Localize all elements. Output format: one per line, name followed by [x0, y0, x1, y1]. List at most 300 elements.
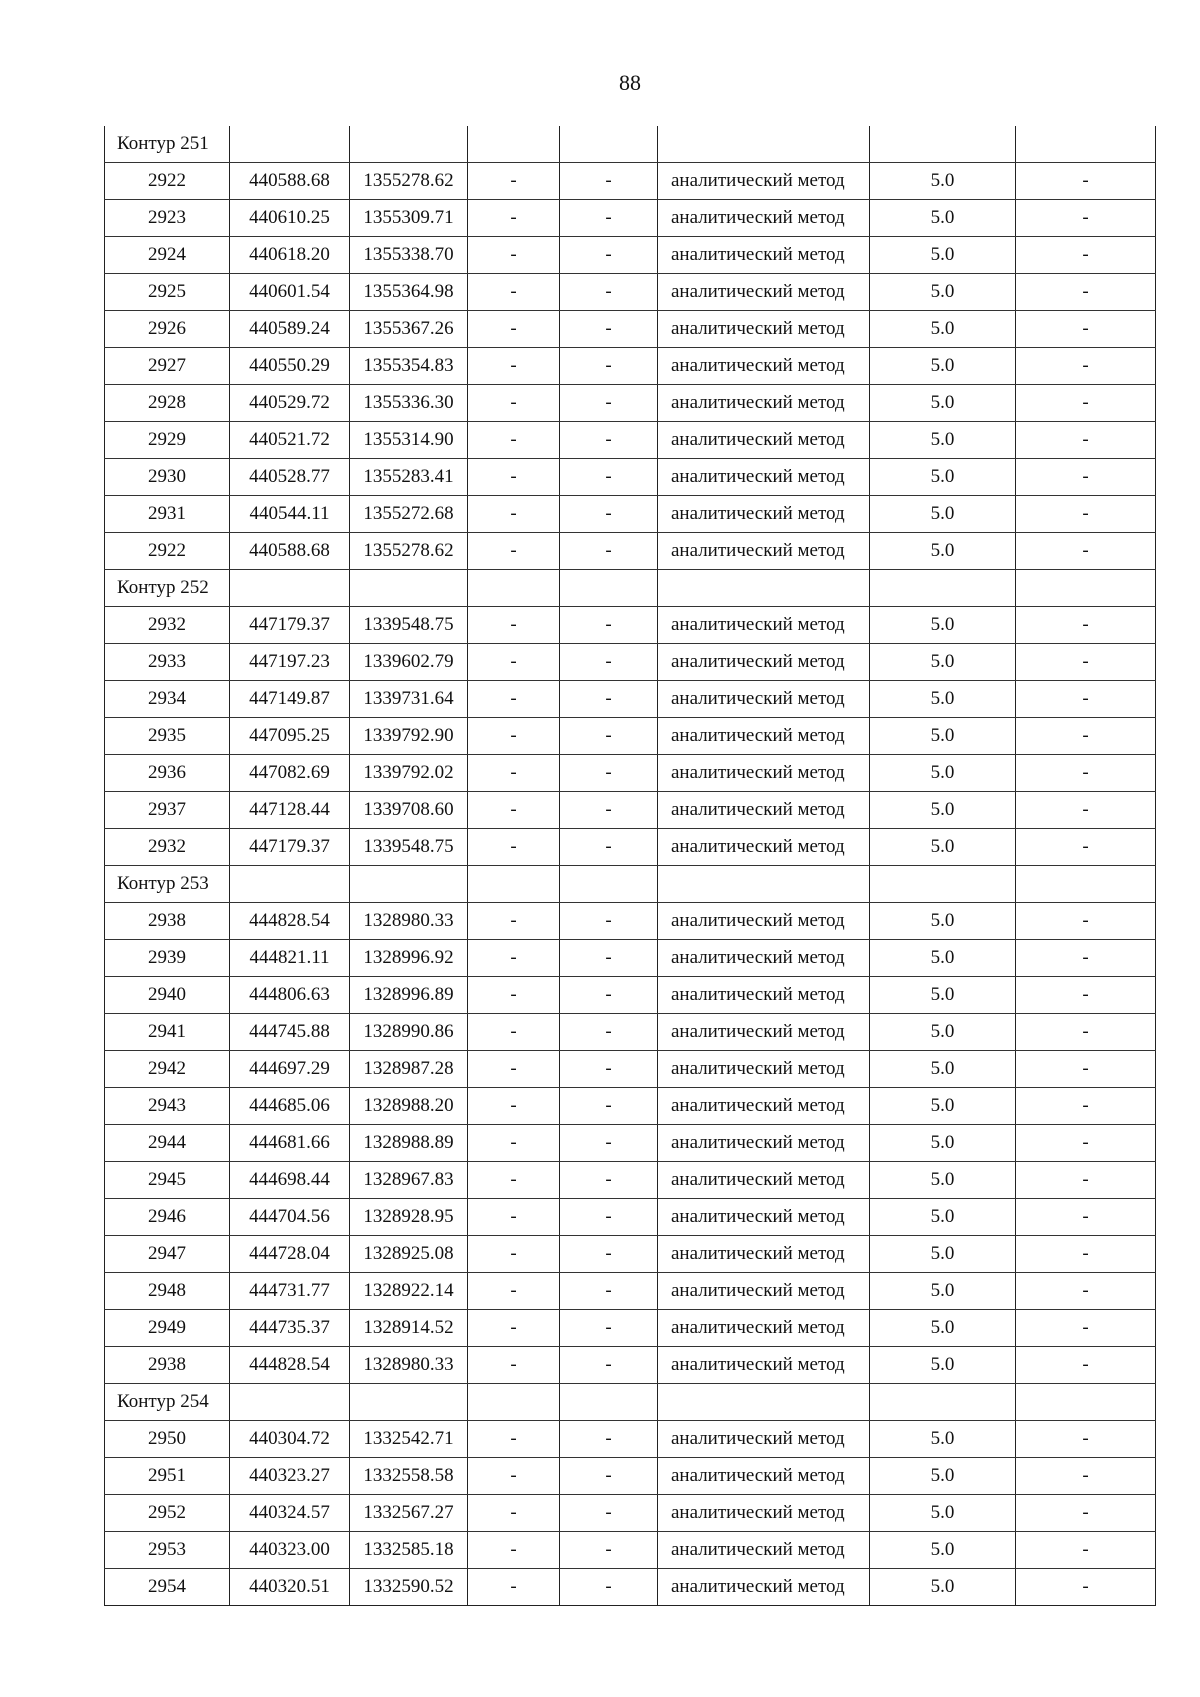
description-cell: -	[1016, 385, 1156, 422]
x-coordinate-cell: 440588.68	[230, 163, 350, 200]
point-number-cell: 2939	[105, 940, 230, 977]
table-row	[105, 200, 1156, 237]
dash-cell-a: -	[468, 1236, 560, 1273]
y-coordinate-cell: 1355336.30	[350, 385, 468, 422]
x-coordinate-cell: 447179.37	[230, 829, 350, 866]
dash-cell-a: -	[468, 977, 560, 1014]
method-cell: аналитический метод	[658, 1458, 870, 1495]
dash-cell-b: -	[560, 755, 658, 792]
point-number-cell: 2938	[105, 903, 230, 940]
description-cell: -	[1016, 1236, 1156, 1273]
description-cell: -	[1016, 1088, 1156, 1125]
dash-cell-a: -	[468, 1199, 560, 1236]
dash-cell-a: -	[468, 755, 560, 792]
x-coordinate-cell: 444828.54	[230, 903, 350, 940]
table-row	[105, 829, 1156, 866]
accuracy-cell: 5.0	[870, 1347, 1016, 1384]
point-number-cell: 2950	[105, 1421, 230, 1458]
dash-cell-b: -	[560, 903, 658, 940]
description-cell: -	[1016, 163, 1156, 200]
dash-cell-b: -	[560, 496, 658, 533]
x-coordinate-cell: 444728.04	[230, 1236, 350, 1273]
dash-cell-b: -	[560, 681, 658, 718]
x-coordinate-cell: 444735.37	[230, 1310, 350, 1347]
x-coordinate-cell: 440320.51	[230, 1569, 350, 1606]
point-number-cell: 2933	[105, 644, 230, 681]
table-row	[105, 940, 1156, 977]
method-cell: аналитический метод	[658, 1014, 870, 1051]
y-coordinate-cell: 1328967.83	[350, 1162, 468, 1199]
dash-cell-b: -	[560, 1051, 658, 1088]
page-number: 88	[619, 70, 641, 95]
dash-cell-a: -	[468, 163, 560, 200]
empty-cell	[1016, 866, 1156, 903]
table-row	[105, 977, 1156, 1014]
empty-cell	[350, 570, 468, 607]
accuracy-cell: 5.0	[870, 940, 1016, 977]
description-cell: -	[1016, 940, 1156, 977]
accuracy-cell: 5.0	[870, 1310, 1016, 1347]
contour-header-row	[105, 570, 1156, 607]
empty-cell	[350, 866, 468, 903]
method-cell: аналитический метод	[658, 348, 870, 385]
point-number-cell: 2954	[105, 1569, 230, 1606]
dash-cell-a: -	[468, 903, 560, 940]
dash-cell-b: -	[560, 1495, 658, 1532]
y-coordinate-cell: 1339548.75	[350, 607, 468, 644]
table-row	[105, 1569, 1156, 1606]
dash-cell-a: -	[468, 1532, 560, 1569]
y-coordinate-cell: 1332542.71	[350, 1421, 468, 1458]
table-row	[105, 311, 1156, 348]
description-cell: -	[1016, 1347, 1156, 1384]
x-coordinate-cell: 447082.69	[230, 755, 350, 792]
method-cell: аналитический метод	[658, 1236, 870, 1273]
point-number-cell: 2924	[105, 237, 230, 274]
dash-cell-b: -	[560, 1421, 658, 1458]
y-coordinate-cell: 1328987.28	[350, 1051, 468, 1088]
point-number-cell: 2930	[105, 459, 230, 496]
point-number-cell: 2938	[105, 1347, 230, 1384]
y-coordinate-cell: 1355367.26	[350, 311, 468, 348]
dash-cell-b: -	[560, 1236, 658, 1273]
empty-cell	[560, 1384, 658, 1421]
accuracy-cell: 5.0	[870, 1421, 1016, 1458]
table-row	[105, 1014, 1156, 1051]
method-cell: аналитический метод	[658, 1162, 870, 1199]
contour-label: Контур 252	[105, 570, 230, 607]
point-number-cell: 2935	[105, 718, 230, 755]
x-coordinate-cell: 440544.11	[230, 496, 350, 533]
empty-cell	[658, 126, 870, 163]
table-row	[105, 1162, 1156, 1199]
description-cell: -	[1016, 348, 1156, 385]
x-coordinate-cell: 444697.29	[230, 1051, 350, 1088]
table-row	[105, 348, 1156, 385]
empty-cell	[230, 570, 350, 607]
point-number-cell: 2928	[105, 385, 230, 422]
accuracy-cell: 5.0	[870, 829, 1016, 866]
accuracy-cell: 5.0	[870, 755, 1016, 792]
dash-cell-b: -	[560, 792, 658, 829]
accuracy-cell: 5.0	[870, 1458, 1016, 1495]
dash-cell-a: -	[468, 533, 560, 570]
dash-cell-a: -	[468, 274, 560, 311]
y-coordinate-cell: 1332590.52	[350, 1569, 468, 1606]
point-number-cell: 2929	[105, 422, 230, 459]
dash-cell-a: -	[468, 718, 560, 755]
y-coordinate-cell: 1332558.58	[350, 1458, 468, 1495]
accuracy-cell: 5.0	[870, 163, 1016, 200]
table-row	[105, 385, 1156, 422]
table-row	[105, 163, 1156, 200]
empty-cell	[1016, 570, 1156, 607]
dash-cell-b: -	[560, 1273, 658, 1310]
table-row	[105, 644, 1156, 681]
method-cell: аналитический метод	[658, 311, 870, 348]
dash-cell-b: -	[560, 348, 658, 385]
table-row	[105, 274, 1156, 311]
empty-cell	[230, 1384, 350, 1421]
dash-cell-a: -	[468, 1569, 560, 1606]
y-coordinate-cell: 1328928.95	[350, 1199, 468, 1236]
point-number-cell: 2948	[105, 1273, 230, 1310]
y-coordinate-cell: 1355278.62	[350, 533, 468, 570]
y-coordinate-cell: 1328996.92	[350, 940, 468, 977]
accuracy-cell: 5.0	[870, 237, 1016, 274]
y-coordinate-cell: 1339708.60	[350, 792, 468, 829]
accuracy-cell: 5.0	[870, 903, 1016, 940]
table-row	[105, 718, 1156, 755]
x-coordinate-cell: 444821.11	[230, 940, 350, 977]
y-coordinate-cell: 1355314.90	[350, 422, 468, 459]
table-row	[105, 1532, 1156, 1569]
y-coordinate-cell: 1339731.64	[350, 681, 468, 718]
y-coordinate-cell: 1328980.33	[350, 1347, 468, 1384]
accuracy-cell: 5.0	[870, 496, 1016, 533]
y-coordinate-cell: 1328980.33	[350, 903, 468, 940]
dash-cell-b: -	[560, 274, 658, 311]
empty-cell	[468, 126, 560, 163]
accuracy-cell: 5.0	[870, 1162, 1016, 1199]
contour-header-row	[105, 1384, 1156, 1421]
x-coordinate-cell: 440588.68	[230, 533, 350, 570]
table-row	[105, 1310, 1156, 1347]
accuracy-cell: 5.0	[870, 1199, 1016, 1236]
description-cell: -	[1016, 1125, 1156, 1162]
table-row	[105, 792, 1156, 829]
point-number-cell: 2946	[105, 1199, 230, 1236]
dash-cell-a: -	[468, 829, 560, 866]
x-coordinate-cell: 440324.57	[230, 1495, 350, 1532]
point-number-cell: 2922	[105, 163, 230, 200]
dash-cell-a: -	[468, 1014, 560, 1051]
point-number-cell: 2934	[105, 681, 230, 718]
point-number-cell: 2945	[105, 1162, 230, 1199]
description-cell: -	[1016, 1421, 1156, 1458]
table-row	[105, 1273, 1156, 1310]
table-row	[105, 496, 1156, 533]
dash-cell-b: -	[560, 718, 658, 755]
x-coordinate-cell: 444745.88	[230, 1014, 350, 1051]
method-cell: аналитический метод	[658, 755, 870, 792]
accuracy-cell: 5.0	[870, 1236, 1016, 1273]
dash-cell-b: -	[560, 1532, 658, 1569]
description-cell: -	[1016, 1495, 1156, 1532]
dash-cell-a: -	[468, 459, 560, 496]
method-cell: аналитический метод	[658, 496, 870, 533]
dash-cell-a: -	[468, 644, 560, 681]
dash-cell-a: -	[468, 311, 560, 348]
empty-cell	[870, 1384, 1016, 1421]
x-coordinate-cell: 440601.54	[230, 274, 350, 311]
accuracy-cell: 5.0	[870, 1532, 1016, 1569]
dash-cell-a: -	[468, 200, 560, 237]
y-coordinate-cell: 1339602.79	[350, 644, 468, 681]
x-coordinate-cell: 444685.06	[230, 1088, 350, 1125]
y-coordinate-cell: 1328990.86	[350, 1014, 468, 1051]
x-coordinate-cell: 440323.27	[230, 1458, 350, 1495]
empty-cell	[468, 1384, 560, 1421]
method-cell: аналитический метод	[658, 385, 870, 422]
description-cell: -	[1016, 533, 1156, 570]
method-cell: аналитический метод	[658, 1273, 870, 1310]
method-cell: аналитический метод	[658, 533, 870, 570]
method-cell: аналитический метод	[658, 1125, 870, 1162]
table-row	[105, 1421, 1156, 1458]
accuracy-cell: 5.0	[870, 1495, 1016, 1532]
dash-cell-b: -	[560, 1125, 658, 1162]
y-coordinate-cell: 1355354.83	[350, 348, 468, 385]
empty-cell	[230, 126, 350, 163]
method-cell: аналитический метод	[658, 1347, 870, 1384]
accuracy-cell: 5.0	[870, 422, 1016, 459]
dash-cell-b: -	[560, 829, 658, 866]
accuracy-cell: 5.0	[870, 977, 1016, 1014]
method-cell: аналитический метод	[658, 1088, 870, 1125]
description-cell: -	[1016, 1273, 1156, 1310]
x-coordinate-cell: 440550.29	[230, 348, 350, 385]
point-number-cell: 2922	[105, 533, 230, 570]
method-cell: аналитический метод	[658, 977, 870, 1014]
method-cell: аналитический метод	[658, 940, 870, 977]
accuracy-cell: 5.0	[870, 311, 1016, 348]
accuracy-cell: 5.0	[870, 1051, 1016, 1088]
dash-cell-a: -	[468, 385, 560, 422]
dash-cell-a: -	[468, 1347, 560, 1384]
method-cell: аналитический метод	[658, 1421, 870, 1458]
table-row	[105, 607, 1156, 644]
method-cell: аналитический метод	[658, 829, 870, 866]
x-coordinate-cell: 440589.24	[230, 311, 350, 348]
empty-cell	[230, 866, 350, 903]
description-cell: -	[1016, 644, 1156, 681]
point-number-cell: 2925	[105, 274, 230, 311]
y-coordinate-cell: 1332585.18	[350, 1532, 468, 1569]
dash-cell-b: -	[560, 607, 658, 644]
table-row	[105, 1495, 1156, 1532]
dash-cell-a: -	[468, 1051, 560, 1088]
point-number-cell: 2931	[105, 496, 230, 533]
dash-cell-a: -	[468, 237, 560, 274]
accuracy-cell: 5.0	[870, 274, 1016, 311]
table-row	[105, 903, 1156, 940]
x-coordinate-cell: 440610.25	[230, 200, 350, 237]
method-cell: аналитический метод	[658, 1569, 870, 1606]
x-coordinate-cell: 440528.77	[230, 459, 350, 496]
dash-cell-b: -	[560, 422, 658, 459]
description-cell: -	[1016, 1199, 1156, 1236]
point-number-cell: 2949	[105, 1310, 230, 1347]
dash-cell-b: -	[560, 1162, 658, 1199]
contour-label: Контур 251	[105, 126, 230, 163]
y-coordinate-cell: 1355278.62	[350, 163, 468, 200]
description-cell: -	[1016, 903, 1156, 940]
empty-cell	[1016, 126, 1156, 163]
empty-cell	[658, 866, 870, 903]
accuracy-cell: 5.0	[870, 348, 1016, 385]
y-coordinate-cell: 1328922.14	[350, 1273, 468, 1310]
y-coordinate-cell: 1339792.90	[350, 718, 468, 755]
method-cell: аналитический метод	[658, 274, 870, 311]
empty-cell	[560, 126, 658, 163]
method-cell: аналитический метод	[658, 1495, 870, 1532]
x-coordinate-cell: 447149.87	[230, 681, 350, 718]
x-coordinate-cell: 444828.54	[230, 1347, 350, 1384]
empty-cell	[658, 570, 870, 607]
table-row	[105, 1125, 1156, 1162]
description-cell: -	[1016, 459, 1156, 496]
description-cell: -	[1016, 977, 1156, 1014]
accuracy-cell: 5.0	[870, 459, 1016, 496]
accuracy-cell: 5.0	[870, 718, 1016, 755]
description-cell: -	[1016, 274, 1156, 311]
y-coordinate-cell: 1339792.02	[350, 755, 468, 792]
x-coordinate-cell: 440521.72	[230, 422, 350, 459]
x-coordinate-cell: 444806.63	[230, 977, 350, 1014]
description-cell: -	[1016, 1051, 1156, 1088]
accuracy-cell: 5.0	[870, 1569, 1016, 1606]
empty-cell	[870, 866, 1016, 903]
contour-header-row	[105, 866, 1156, 903]
dash-cell-b: -	[560, 459, 658, 496]
method-cell: аналитический метод	[658, 1051, 870, 1088]
y-coordinate-cell: 1355283.41	[350, 459, 468, 496]
method-cell: аналитический метод	[658, 792, 870, 829]
y-coordinate-cell: 1328988.89	[350, 1125, 468, 1162]
x-coordinate-cell: 444698.44	[230, 1162, 350, 1199]
accuracy-cell: 5.0	[870, 533, 1016, 570]
dash-cell-a: -	[468, 1310, 560, 1347]
table-row	[105, 459, 1156, 496]
table-row	[105, 237, 1156, 274]
dash-cell-a: -	[468, 348, 560, 385]
method-cell: аналитический метод	[658, 718, 870, 755]
dash-cell-b: -	[560, 1088, 658, 1125]
accuracy-cell: 5.0	[870, 1088, 1016, 1125]
description-cell: -	[1016, 1310, 1156, 1347]
dash-cell-a: -	[468, 496, 560, 533]
point-number-cell: 2940	[105, 977, 230, 1014]
description-cell: -	[1016, 422, 1156, 459]
y-coordinate-cell: 1339548.75	[350, 829, 468, 866]
empty-cell	[560, 866, 658, 903]
method-cell: аналитический метод	[658, 1199, 870, 1236]
dash-cell-b: -	[560, 644, 658, 681]
y-coordinate-cell: 1355309.71	[350, 200, 468, 237]
point-number-cell: 2927	[105, 348, 230, 385]
dash-cell-a: -	[468, 1458, 560, 1495]
table-row	[105, 1051, 1156, 1088]
empty-cell	[560, 570, 658, 607]
table-row	[105, 1088, 1156, 1125]
description-cell: -	[1016, 681, 1156, 718]
dash-cell-b: -	[560, 385, 658, 422]
empty-cell	[468, 866, 560, 903]
dash-cell-b: -	[560, 533, 658, 570]
empty-cell	[468, 570, 560, 607]
description-cell: -	[1016, 1458, 1156, 1495]
description-cell: -	[1016, 311, 1156, 348]
dash-cell-a: -	[468, 1495, 560, 1532]
dash-cell-b: -	[560, 200, 658, 237]
coordinates-table	[104, 126, 1156, 1606]
dash-cell-b: -	[560, 1310, 658, 1347]
empty-cell	[350, 126, 468, 163]
description-cell: -	[1016, 607, 1156, 644]
y-coordinate-cell: 1328914.52	[350, 1310, 468, 1347]
empty-cell	[350, 1384, 468, 1421]
empty-cell	[870, 126, 1016, 163]
y-coordinate-cell: 1328996.89	[350, 977, 468, 1014]
y-coordinate-cell: 1355272.68	[350, 496, 468, 533]
accuracy-cell: 5.0	[870, 681, 1016, 718]
dash-cell-b: -	[560, 1458, 658, 1495]
x-coordinate-cell: 447179.37	[230, 607, 350, 644]
table-row	[105, 681, 1156, 718]
accuracy-cell: 5.0	[870, 792, 1016, 829]
point-number-cell: 2923	[105, 200, 230, 237]
y-coordinate-cell: 1328925.08	[350, 1236, 468, 1273]
dash-cell-b: -	[560, 1347, 658, 1384]
point-number-cell: 2951	[105, 1458, 230, 1495]
dash-cell-a: -	[468, 1125, 560, 1162]
point-number-cell: 2932	[105, 607, 230, 644]
point-number-cell: 2944	[105, 1125, 230, 1162]
point-number-cell: 2952	[105, 1495, 230, 1532]
description-cell: -	[1016, 792, 1156, 829]
empty-cell	[870, 570, 1016, 607]
x-coordinate-cell: 444704.56	[230, 1199, 350, 1236]
dash-cell-a: -	[468, 1273, 560, 1310]
method-cell: аналитический метод	[658, 1310, 870, 1347]
method-cell: аналитический метод	[658, 1532, 870, 1569]
dash-cell-a: -	[468, 607, 560, 644]
description-cell: -	[1016, 237, 1156, 274]
point-number-cell: 2942	[105, 1051, 230, 1088]
dash-cell-a: -	[468, 792, 560, 829]
method-cell: аналитический метод	[658, 681, 870, 718]
dash-cell-b: -	[560, 311, 658, 348]
x-coordinate-cell: 447128.44	[230, 792, 350, 829]
method-cell: аналитический метод	[658, 422, 870, 459]
accuracy-cell: 5.0	[870, 607, 1016, 644]
point-number-cell: 2953	[105, 1532, 230, 1569]
table-row	[105, 1458, 1156, 1495]
point-number-cell: 2947	[105, 1236, 230, 1273]
x-coordinate-cell: 444681.66	[230, 1125, 350, 1162]
description-cell: -	[1016, 200, 1156, 237]
